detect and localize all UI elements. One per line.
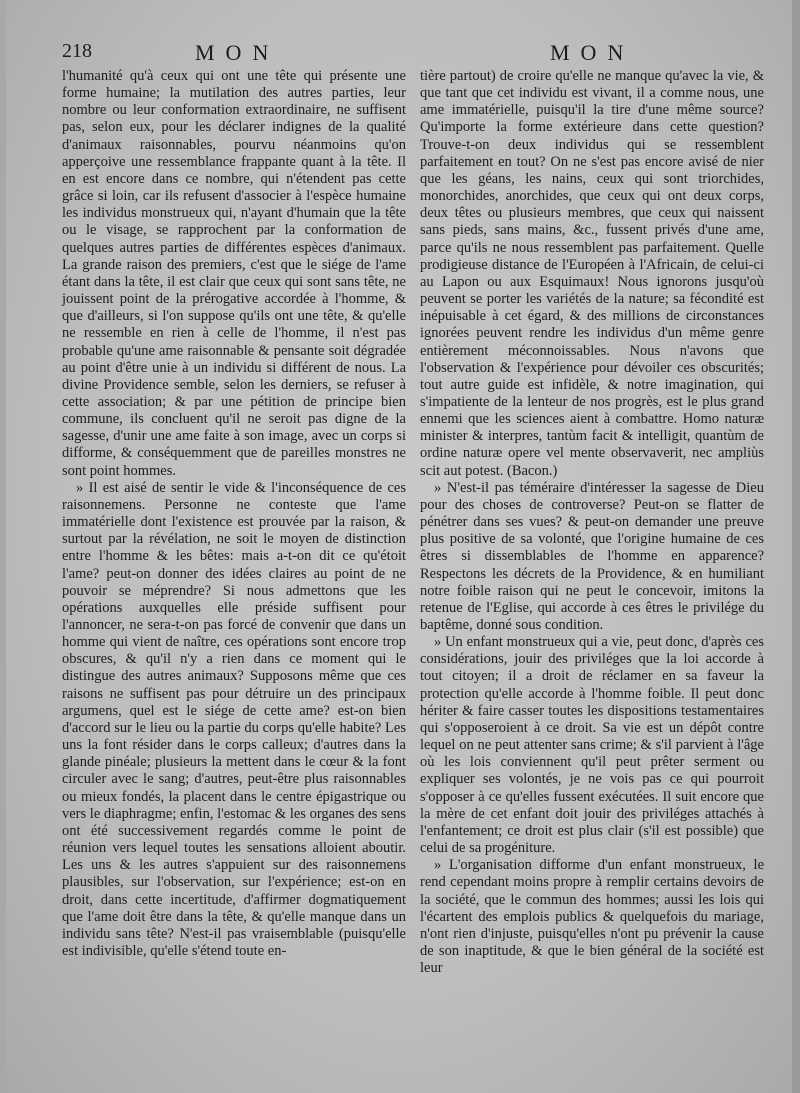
paragraph: » L'organisation difforme d'un enfant monstrueux, le rend cependant moins propre à remplir certains devoirs de la société, que le commun des hommes; aussi les lois qui l'écartent des emplois publics & quelquefois du mariage, n'ont rien d'injuste, puisqu'elles n'ont pu prévenir la cause de son inaptitude, & que le bien général de la société est leur <box>420 857 764 977</box>
page-number: 218 <box>62 40 92 62</box>
running-head-right: MON <box>550 40 635 65</box>
paragraph: » Il est aisé de sentir le vide & l'inconséquence de ces raisonnemens. Personne ne conteste que l'ame immatérielle dont l'existence est prouvée par la raison, & surtout par la révélation, ne soit le moyen de distinction entre l'homme & les bêtes: mais a-t-on dit ce qu'étoit l'ame? peut-on donner des idées claires au point de ne pouvoir se méprendre? Si nous admettons que les opérations auxquelles elle préside suffisent pour l'annoncer, ne sera-t-on pas forcé de convenir que dans un homme qui vient de naître, ces opérations sont encore trop obscures, & qu'il n'y a rien dans ce moment qui le distingue des autres animaux? Supposons même que ces raisons ne suffisent pas pour détruire un des principaux argumens, quel est le siége de cette ame? est-on bien d'accord sur le lieu ou la partie du corps qu'elle habite? Les uns la font résider dans le corps calleux; d'autres dans la glande pinéale; plusieurs la mettent dans le cœur & la font circuler avec le sang; d'autres, peut-être plus raisonnables ou mieux fondés, la placent dans le centre épigastrique ou vers le diaphragme; enfin, l'estomac & les organes des sens ont été successivement regardés comme le point de réunion vers lequel toutes les sensations alloient aboutir. Les uns & les autres s'appuient sur des raisonnemens plausibles, sur l'observation, sur l'expérience; est-on en droit, dans cette incertitude, d'affirmer dogmatiquement que l'ame doit être dans la tête, & qu'elle manque dans un individu sans tête? N'est-il pas vraisemblable (puisqu'elle est indivisible, qu'elle s'étend toute en- <box>62 479 406 959</box>
right-column <box>420 68 764 977</box>
running-head-left: MON <box>195 40 280 65</box>
paragraph: l'humanité qu'à ceux qui ont une tête qui présente une forme humaine; la mutilation des autres parties, leur nombre ou leur conformation extraordinaire, ne suffisent pas, selon eux, pour les déclarer indignes de la qualité d'animaux raisonnables, pourvu néanmoins qu'on apperçoive une ressemblance frappante quant à la tête. Il en est encore dans ce nombre, qui n'étendent pas cette grâce si loin, car ils refusent d'associer à l'espèce humaine les individus monstrueux qui, n'ayant d'humain que la tête ou le visage, se rapprochent par la conformation de quelques autres parties de différentes espèces d'animaux. La grande raison des premiers, c'est que le siége de l'ame étant dans la tête, il est clair que ceux qui sont sans tête, ne jouissent point de la prérogative accordée à l'homme, & que d'ailleurs, si l'on suppose qu'ils ont une tête, & qu'elle ne ressemble en rien à celle de l'homme, il n'est pas probable qu'une ame raisonnable & pensante soit dégradée au point d'être unie à un individu si différent de nous. La divine Providence semble, selon les derniers, se refuser à cette association; & par une pétition de principe bien commune, ils concluent qu'il ne seroit pas digne de la sagesse, d'unir une ame faite à son image, avec un corps si difforme, & conséquemment que de pareilles monstres ne sont point hommes. <box>62 68 406 479</box>
paragraph: tière partout) de croire qu'elle ne manque qu'avec la vie, & que tant que cet individu est vivant, il a comme nous, une ame immatérielle, puisqu'il la tire d'une même source? Qu'importe la forme extérieure dans cette question? Trouve-t-on deux individus qui se ressemblent parfaitement en tout? On ne s'est pas encore avisé de nier que les géans, les nains, ceux qui sont triorchides, monorchides, anorchides, que ceux qui ont deux corps, deux têtes ou plusieurs membres, que ceux qui naissent sans pieds, sans mains, &c., fussent privés d'une ame, parce qu'ils ne nous ressemblent pas parfaitement. Quelle prodigieuse distance de l'Européen à l'Africain, de celui-ci au Lapon ou aux Esquimaux! Nous ignorons jusqu'où peuvent se porter les variétés de la nature; sa fécondité est inépuisable à cet égard, & des millions de circonstances ignorées peuvent rendre les individus d'un même genre entièrement méconnoissables. Nous n'avons que l'observation & l'expérience pour dévoiler ces obscurités; tout autre guide est infidèle, & notre imagination, qui s'impatiente de la lenteur de nos progrès, est le plus grand ennemi que les sciences aient à combattre. Homo naturæ minister & interpres, tantùm facit & intelligit, quantùm de ordine naturæ opere vel mente observaverit, nec ampliùs scit aut potest. (Bacon.) <box>420 68 764 479</box>
paragraph: » Un enfant monstrueux qui a vie, peut donc, d'après ces considérations, jouir des priviléges que la loi accorde à tout citoyen; il a droit de réclamer en sa faveur la protection qu'elle accorde à l'homme foible. Il peut donc hériter & faire casser toutes les dispositions testamentaires qui s'opposeroient à ce droit. Sa vie est un dépôt contre lequel on ne peut attenter sans crime; & s'il parvient à l'âge où les lois conviennent qu'il peut prêter serment ou expliquer ses volontés, je ne vois pas ce qui pourroit s'opposer à ce qu'elles fussent exécutées. Il suit encore que la mère de cet enfant doit jouir des priviléges attachés à l'enfantement; ce droit est plus clair (s'il est possible) que celui de sa progéniture. <box>420 634 764 857</box>
page-shadow <box>792 0 800 1093</box>
left-column <box>62 68 406 960</box>
paragraph: » N'est-il pas téméraire d'intéresser la sagesse de Dieu pour des choses de controverse? Peut-on se flatter de pénétrer dans ses vues? & peut-on demander une preuve plus positive de sa volonté, que l'origine humaine de ces êtres si dissemblables de l'homme en apparence? Respectons les décrets de la Providence, & en humiliant notre foible raison qui ne peut le concevoir, imitons la retenue de l'Eglise, qui accorde à ces êtres le privilége du baptême, donné sous condition. <box>420 479 764 633</box>
page-edge <box>0 0 6 1093</box>
page-header <box>0 40 800 70</box>
